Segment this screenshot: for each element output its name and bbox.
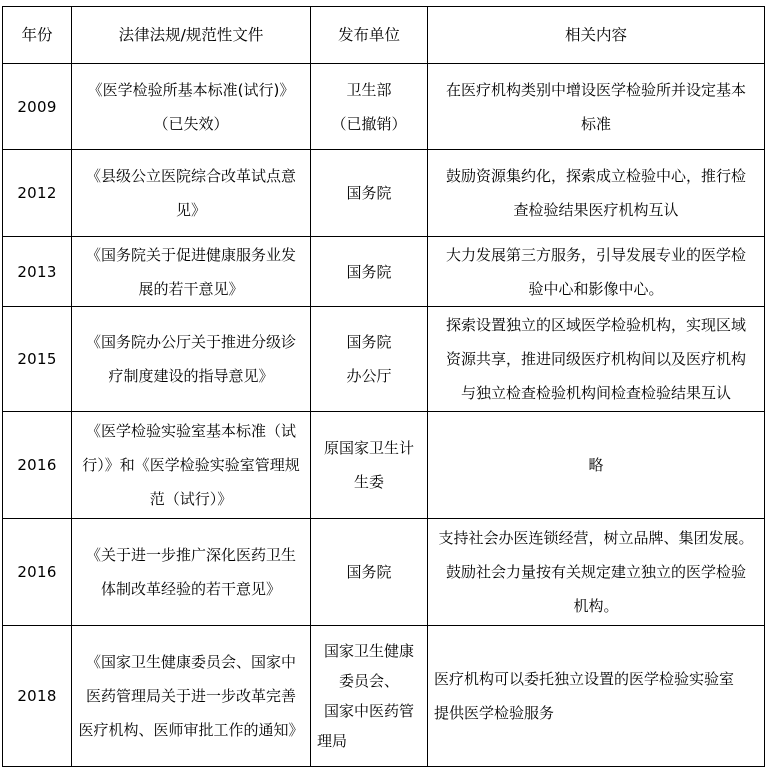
header-content: 相关内容	[428, 7, 765, 64]
issuer-line: 国务院	[346, 333, 392, 351]
content-cell	[428, 412, 765, 519]
document-line: 医疗机构、医师审批工作的通知》	[78, 721, 304, 739]
issuer-cell	[311, 64, 428, 150]
table-row	[3, 150, 765, 237]
table-row	[3, 412, 765, 519]
issuer-line: 国务院	[346, 262, 392, 281]
year-cell: 2016	[3, 412, 72, 519]
document-line: 《国家卫生健康委员会、国家中	[85, 653, 296, 671]
document-cell	[72, 237, 311, 307]
header-document: 法律法规/规范性文件	[72, 7, 311, 64]
header-issuer: 发布单位	[311, 7, 428, 64]
issuer-line: 国务院	[346, 184, 392, 202]
document-line: 医药管理局关于进一步改革完善	[85, 687, 296, 705]
policy-table	[2, 6, 765, 767]
year-cell: 2009	[3, 64, 72, 150]
content-cell	[428, 150, 765, 237]
document-line: 《医学检验所基本标准(试行)》	[87, 80, 295, 99]
year-cell: 2018	[3, 626, 72, 767]
issuer-cell	[311, 412, 428, 519]
year-cell: 2016	[3, 519, 72, 626]
document-line: 《国务院关于促进健康服务业发	[85, 245, 296, 264]
issuer-line: 理局	[317, 732, 348, 750]
content-line: 探索设置独立的区域医学检验机构，实现区域	[445, 316, 746, 334]
content-cell	[428, 307, 765, 412]
content-line: 大力发展第三方服务，引导发展专业的医学检	[445, 245, 746, 264]
content-line: 查检验结果医疗机构互认	[513, 201, 679, 219]
issuer-line: 委员会、	[338, 672, 399, 690]
document-cell	[72, 519, 311, 626]
content-line: 鼓励社会力量按有关规定建立独立的医学检验	[445, 563, 746, 581]
issuer-line: （已撤销）	[331, 114, 407, 133]
year-cell: 2012	[3, 150, 72, 237]
header-row	[3, 7, 765, 64]
document-cell	[72, 626, 311, 767]
content-cell	[428, 237, 765, 307]
document-line: 见》	[175, 201, 206, 219]
content-line: 鼓励资源集约化，探索成立检验中心，推行检	[445, 167, 746, 185]
content-line: 提供医学检验服务	[434, 704, 555, 722]
issuer-line: 国家卫生健康	[323, 642, 414, 660]
document-cell	[72, 64, 311, 150]
content-cell	[428, 626, 765, 767]
issuer-cell	[311, 307, 428, 412]
issuer-line: 办公厅	[346, 367, 392, 385]
content-line: 机构。	[573, 597, 619, 615]
document-cell	[72, 307, 311, 412]
content-cell	[428, 64, 765, 150]
document-line: 疗制度建设的指导意见》	[108, 367, 274, 385]
content-line: 标准	[580, 114, 611, 133]
content-line: 资源共享，推进同级医疗机构间以及医疗机构	[445, 350, 746, 368]
content-line: 验中心和影像中心。	[528, 279, 664, 298]
document-line: 行）》和《医学检验实验室管理规	[82, 456, 300, 474]
year-cell: 2013	[3, 237, 72, 307]
table-row	[3, 307, 765, 412]
table-row	[3, 237, 765, 307]
content-line: 医疗机构可以委托独立设置的医学检验实验室	[434, 670, 735, 688]
document-line: 范（试行）》	[149, 490, 233, 508]
document-line: 《国务院办公厅关于推进分级诊	[85, 333, 296, 351]
issuer-cell	[311, 237, 428, 307]
issuer-cell	[311, 626, 428, 767]
issuer-cell	[311, 150, 428, 237]
year-cell: 2015	[3, 307, 72, 412]
table-row	[3, 64, 765, 150]
table-row	[3, 519, 765, 626]
issuer-line: 卫生部	[346, 80, 392, 99]
issuer-line: 生委	[353, 473, 384, 491]
content-line: 在医疗机构类别中增设医学检验所并设定基本	[445, 80, 746, 99]
document-line: （已失效）	[153, 114, 229, 133]
document-cell	[72, 412, 311, 519]
document-line: 《医学检验实验室基本标准（试	[85, 422, 296, 440]
issuer-cell	[311, 519, 428, 626]
table-row	[3, 626, 765, 767]
content-cell	[428, 519, 765, 626]
content-line: 略	[588, 456, 604, 474]
document-cell	[72, 150, 311, 237]
issuer-line: 国务院	[346, 563, 392, 581]
issuer-line: 国家中医药管	[323, 702, 414, 720]
content-line: 支持社会办医连锁经营，树立品牌、集团发展。	[438, 529, 754, 547]
document-line: 《关于进一步推广深化医药卫生	[85, 546, 296, 564]
content-line: 与独立检查检验机构间检查检验结果互认	[460, 384, 731, 402]
issuer-line: 原国家卫生计	[323, 439, 414, 457]
document-line: 展的若干意见》	[138, 279, 244, 298]
document-line: 体制改革经验的若干意见》	[100, 580, 281, 598]
document-line: 《县级公立医院综合改革试点意	[85, 167, 296, 185]
header-year: 年份	[3, 7, 72, 64]
